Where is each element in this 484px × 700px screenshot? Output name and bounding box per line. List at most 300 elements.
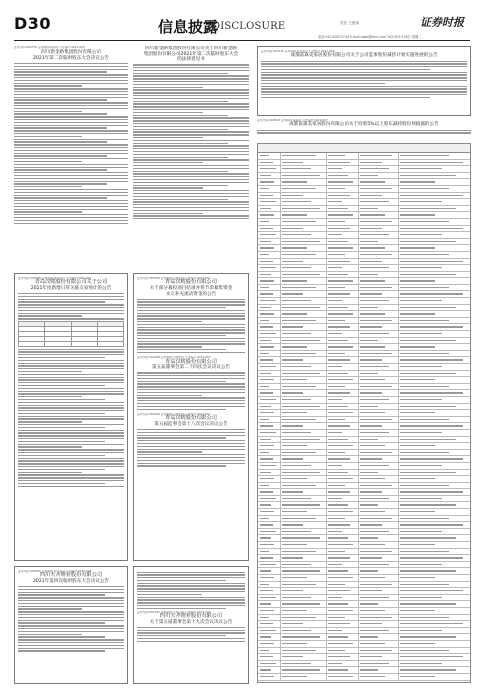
table-cell [360,524,382,525]
title-line: 青岛汉缆股份有限公司 [165,358,217,365]
announcement-code: 证券代码:002948 证券简称:青岛银行 公告编号:2021-051 [18,277,92,280]
table-row [258,654,470,661]
text-line [133,143,228,144]
table-cell [360,386,392,387]
table-cell [282,280,307,281]
table-cell [282,333,311,334]
announcement-1 [14,46,128,268]
text-line [137,457,245,458]
table-row [258,199,470,206]
table-cell [260,280,274,281]
table-cell [260,557,273,558]
table-cell [328,584,345,585]
page-number: D30 [14,14,52,33]
text-line [18,432,124,433]
table-row [258,430,470,437]
text-line [18,418,124,419]
contact-line: 电话:010-63070744 E-mail:zqsb@stcn.com 2021年9月28日 星期二 [318,35,422,39]
table-cell [282,234,311,235]
text-line [137,440,245,441]
text-line [133,201,249,202]
text-line [18,410,124,411]
table-cell [260,221,269,222]
text-line [137,338,245,339]
table-cell [360,228,382,229]
table-cell [282,346,307,347]
table-cell [260,168,276,169]
table-cell [282,188,316,189]
table-row [258,568,470,575]
text-line [14,155,107,156]
text-line [133,78,249,79]
text-line [14,127,107,128]
table-cell [282,254,316,255]
text-line [137,435,245,436]
text-line [261,86,467,87]
title-line: 2021年第四次临时股东大会决议公告 [32,579,109,584]
table-cell [328,195,350,196]
table-cell [328,221,345,222]
text-line [261,88,467,89]
table-cell [328,155,345,156]
text-line [137,386,245,387]
announcement-title [133,46,249,63]
text-line [14,85,82,86]
text-line [261,77,467,78]
table-cell [282,663,311,664]
text-line [137,315,245,316]
table-row [258,331,470,338]
text-line [137,335,226,336]
text-line [133,193,249,194]
announcement-body [137,429,245,467]
table-cell [282,551,316,552]
table-cell [260,353,269,354]
title-line: 四川天齐锂业股份有限公司 [159,613,223,620]
table-cell [400,524,463,525]
table-row [258,232,470,239]
title-line: 成都富森美家居股份有限公司关于持股5%以上股东减持股份预披露的公告 [289,122,439,128]
table-cell [360,643,385,644]
table-cell [260,287,269,288]
table-row [258,555,470,562]
table-cell [400,610,435,611]
table-row [258,496,470,503]
table-header-row [258,144,470,153]
table-cell [282,425,303,426]
table-cell [282,359,303,360]
announcement-title [137,416,245,427]
text-line [133,140,249,141]
table-cell [360,623,382,624]
table-row [258,357,470,364]
table-cell [360,485,392,486]
table-cell [360,597,389,598]
table-cell [328,274,348,275]
table-cell [400,188,449,189]
text-line [14,88,128,89]
title-line: 成都富森美家居股份有限公司关于公司监事股份减持计划实施进展的公告 [290,53,438,59]
announcement-9 [257,46,471,116]
text-line [137,572,245,573]
text-line [18,620,124,621]
table-cell [360,267,389,268]
table-cell [282,590,303,591]
text-line [18,318,124,319]
table-cell [260,208,271,209]
text-line [137,446,245,447]
table-cell [260,564,276,565]
text-line [18,463,124,464]
table-cell [400,201,442,202]
table-cell [282,577,307,578]
text-line [133,218,249,219]
table-row [258,219,470,226]
text-line [137,594,202,595]
table-cell [400,577,435,578]
text-line [137,381,226,382]
table-cell [400,452,449,453]
table-cell [260,195,273,196]
text-line [14,113,107,114]
table-row [258,193,470,200]
text-line [133,207,249,208]
text-line [18,611,124,612]
announcement-body [137,299,245,353]
table-cell [260,439,271,440]
table-row [258,318,470,325]
text-line [14,111,82,112]
table-cell [260,274,271,275]
text-line [261,97,430,98]
table-cell [328,247,353,248]
announcement-7 [14,566,128,684]
table-cell [260,551,269,552]
text-line [133,182,249,183]
table-row [258,628,470,635]
text-line [18,360,124,361]
table-cell [328,676,353,677]
table-row [258,252,470,259]
table-row [258,595,470,602]
text-line [18,435,124,436]
table-cell [282,597,311,598]
table-cell [260,577,274,578]
table-cell [360,333,389,334]
text-line [18,393,124,394]
text-line [18,650,105,651]
title-line: 青岛汉缆股份有限公司 [165,279,217,286]
text-line [137,318,245,319]
text-line [18,458,124,459]
table-cell [260,425,273,426]
text-line [18,430,124,431]
table-cell [282,491,303,492]
table-cell [400,181,435,182]
table-cell [260,333,276,334]
table-cell [360,280,385,281]
text-line [133,84,249,85]
table-cell [360,537,378,538]
table-cell [282,208,320,209]
text-line [137,449,245,450]
table-cell [328,379,353,380]
table-cell [400,346,435,347]
text-line [133,92,249,93]
text-line [137,307,226,308]
table-cell [360,630,389,631]
table-cell [328,485,345,486]
text-line [137,632,245,633]
text-line [133,187,203,188]
table-cell [400,392,463,393]
table-cell [282,570,320,571]
text-line [18,636,105,637]
table-cell [328,557,350,558]
text-line [137,378,245,379]
text-line [14,175,128,176]
table-cell [360,195,382,196]
table-cell [282,432,311,433]
masthead-rule [14,40,470,41]
text-line [137,443,245,444]
announcement-body [18,586,124,652]
text-line [133,179,249,180]
table-body [258,153,470,681]
text-line [137,451,202,452]
table-row [258,173,470,180]
table-cell [260,346,274,347]
text-line [18,608,82,609]
text-line [14,217,128,218]
text-line [18,645,124,646]
text-line [18,391,124,392]
table-cell [400,221,449,222]
table-cell [328,630,342,631]
announcement-body-continued [137,572,245,610]
table-cell [328,617,345,618]
table-cell [400,630,442,631]
table-cell [400,656,463,657]
table-cell [282,669,320,670]
text-line [137,630,245,631]
table-cell [282,168,311,169]
text-line [14,200,128,201]
text-line [14,133,128,134]
text-line [137,343,245,344]
text-line [133,168,249,169]
table-cell [400,564,442,565]
text-line [14,209,128,210]
text-line [18,600,124,601]
table-cell [400,359,463,360]
table-row [258,212,470,219]
text-line [137,583,245,584]
table-cell [328,524,350,525]
table-cell [282,498,311,499]
text-line [261,83,385,84]
table-cell [282,544,307,545]
announcement-code: 证券代码:600595 证券简称:中孚实业 公告编号:2021-069 [18,570,92,573]
table-cell [328,491,350,492]
table-row [258,522,470,529]
table-cell [328,261,350,262]
table-row [258,542,470,549]
title-line: 四川新金路集团股份有限公司 [41,50,101,56]
table-cell [328,353,345,354]
table-row [258,483,470,490]
table-cell [328,663,342,664]
text-line [137,332,245,333]
table-cell [328,254,345,255]
table-cell [400,175,456,176]
text-line [14,130,128,131]
table-cell [282,313,307,314]
table-row [258,509,470,516]
text-line [14,125,128,126]
table-cell [282,287,316,288]
table-cell [400,590,463,591]
table-cell [260,392,273,393]
table-cell [260,504,271,505]
table-cell [260,452,269,453]
table-cell [400,557,463,558]
table-cell [328,577,353,578]
table-cell [360,261,382,262]
table-row [258,285,470,292]
table-cell [360,544,385,545]
announcement-title [18,280,124,291]
announcement-body [133,64,249,219]
text-line [14,94,128,95]
text-line [137,465,226,466]
table-cell [400,669,456,670]
table-cell [400,326,463,327]
table-cell [328,590,350,591]
table-cell [282,445,307,446]
table-cell [282,412,307,413]
table-cell [400,406,456,407]
table-cell [260,366,276,367]
table-cell [328,307,348,308]
text-line [133,95,249,96]
table-cell [282,557,303,558]
announcement-code: 证券代码:600735 证券简称:新华锦 公告编号:2021-025 [14,46,85,49]
table-cell [400,168,442,169]
table-cell [260,570,271,571]
table-cell [400,570,456,571]
table-cell [260,650,269,651]
table-cell [260,584,269,585]
table-cell [360,155,392,156]
table-cell [328,326,350,327]
table-cell [400,214,435,215]
table-cell [360,577,385,578]
text-line [137,389,245,390]
text-line [133,120,249,121]
table-cell [400,373,456,374]
table-cell [400,307,456,308]
announcement-6 [137,413,245,467]
text-line [18,441,105,442]
table-cell [400,247,435,248]
table-cell [260,465,276,466]
title-line: 的法律意见书 [177,57,205,63]
table-cell [328,287,345,288]
text-line [18,363,124,364]
text-line [14,203,128,204]
text-line [18,416,124,417]
text-line [18,648,124,649]
text-line [137,460,245,461]
text-line [14,181,128,182]
table-cell [360,445,385,446]
table-cell [282,458,303,459]
table-cell [360,326,382,327]
text-line [18,446,82,447]
table-cell [282,406,320,407]
table-cell [360,313,385,314]
table-cell [328,452,345,453]
text-line [133,103,249,104]
announcement-body [137,372,245,410]
text-line [14,91,128,92]
table-cell [328,359,350,360]
announcement-2 [133,46,249,268]
table-cell [328,498,342,499]
text-line [133,67,249,68]
announcement-code: 证券代码:002498 证券简称:汉缆股份 公告编号:2021-053 [137,356,211,360]
table-cell [260,155,269,156]
text-line [18,349,124,350]
table-cell [360,353,392,354]
table-cell [282,537,320,538]
table-cell [328,603,348,604]
text-line [137,638,245,639]
table-cell [360,346,385,347]
table-cell [282,274,320,275]
table-row [258,305,470,312]
text-line [18,293,124,294]
announcement-body [261,61,467,99]
section-title-en: DISCLOSURE [212,21,286,32]
table-row [258,502,470,509]
text-line [14,169,107,170]
table-row [258,417,470,424]
table-cell [360,636,378,637]
table-cell [360,498,389,499]
text-line [18,474,124,475]
announcement-body [137,627,245,642]
table-cell [360,221,392,222]
table-cell [400,531,442,532]
table-cell [260,386,269,387]
text-line [137,406,245,407]
text-line [261,91,467,92]
text-line [18,603,124,604]
text-line [18,365,124,366]
title-line: 四川新金路集团股份有限公司关于四川新金路 [145,46,237,51]
table-cell [328,458,350,459]
text-line [137,397,245,398]
announcement-code: 证券代码:002818 证券简称:富森美 公告编号:2021-067 [257,119,328,122]
table-cell [360,531,389,532]
text-line [133,154,249,155]
table-cell [282,267,311,268]
table-row [258,377,470,384]
table-row [258,575,470,582]
text-line [18,310,124,311]
